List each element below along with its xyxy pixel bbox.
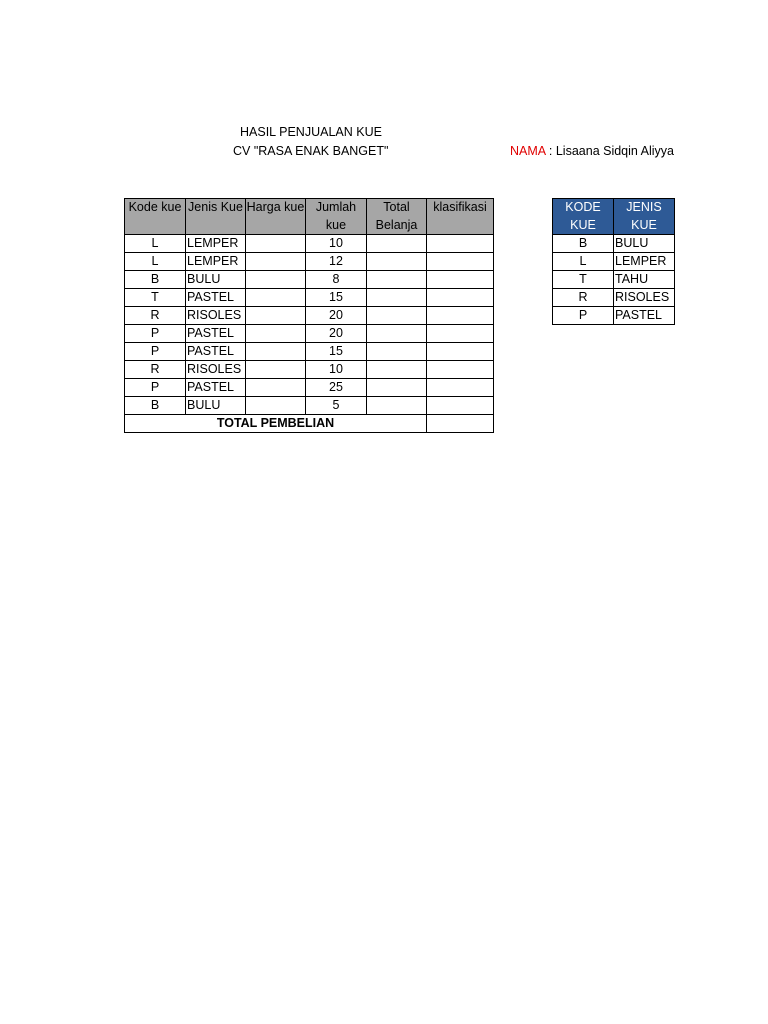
cell-jenis-kue[interactable]: RISOLES [186,361,246,379]
cell-jenis-kue[interactable]: PASTEL [186,343,246,361]
cell-harga-kue[interactable] [246,253,306,271]
cell-kode-kue[interactable]: B [125,397,186,415]
cell-total-belanja[interactable] [367,307,427,325]
cell-total-belanja[interactable] [367,343,427,361]
cell-jumlah-kue[interactable]: 10 [306,361,367,379]
cell-jumlah-kue[interactable]: 12 [306,253,367,271]
header-jumlah-kue[interactable]: Jumlah kue [306,199,367,235]
ref-cell-kode-kue[interactable]: R [553,289,614,307]
cell-kode-kue[interactable]: P [125,325,186,343]
total-row [125,415,494,433]
table-row [125,307,494,325]
cell-klasifikasi[interactable] [427,325,494,343]
cell-jenis-kue[interactable]: LEMPER [186,253,246,271]
table-row [125,397,494,415]
cell-total-belanja[interactable] [367,379,427,397]
table-row [125,343,494,361]
cell-harga-kue[interactable] [246,361,306,379]
table-row [553,253,675,271]
name-separator: : [545,144,556,158]
cell-jumlah-kue[interactable]: 8 [306,271,367,289]
company-name: CV "RASA ENAK BANGET" [233,144,389,158]
ref-cell-jenis-kue[interactable]: TAHU [614,271,675,289]
header-klasifikasi[interactable]: klasifikasi [427,199,494,235]
table-row [553,235,675,253]
cell-harga-kue[interactable] [246,289,306,307]
cell-total-belanja[interactable] [367,361,427,379]
cell-jumlah-kue[interactable]: 25 [306,379,367,397]
cell-total-belanja[interactable] [367,289,427,307]
ref-cell-jenis-kue[interactable]: BULU [614,235,675,253]
cell-harga-kue[interactable] [246,271,306,289]
cell-klasifikasi[interactable] [427,397,494,415]
cell-klasifikasi[interactable] [427,361,494,379]
header-harga-kue[interactable]: Harga kue [246,199,306,235]
table-row [125,325,494,343]
ref-header-kode-kue[interactable]: KODE KUE [553,199,614,235]
sales-table-header [125,199,494,235]
header-jenis-kue[interactable]: Jenis Kue [186,199,246,235]
total-pembelian-value[interactable] [427,415,494,433]
cell-kode-kue[interactable]: P [125,343,186,361]
cell-jenis-kue[interactable]: PASTEL [186,379,246,397]
ref-cell-jenis-kue[interactable]: PASTEL [614,307,675,325]
cell-klasifikasi[interactable] [427,271,494,289]
cell-kode-kue[interactable]: T [125,289,186,307]
reference-table [552,198,675,325]
reference-table-header [553,199,675,235]
ref-cell-kode-kue[interactable]: P [553,307,614,325]
cell-total-belanja[interactable] [367,253,427,271]
total-pembelian-label[interactable]: TOTAL PEMBELIAN [125,415,427,433]
cell-klasifikasi[interactable] [427,307,494,325]
table-row [553,289,675,307]
cell-jumlah-kue[interactable]: 10 [306,235,367,253]
cell-jenis-kue[interactable]: PASTEL [186,325,246,343]
cell-jumlah-kue[interactable]: 5 [306,397,367,415]
cell-kode-kue[interactable]: L [125,235,186,253]
student-name [510,144,674,158]
table-row [125,361,494,379]
cell-total-belanja[interactable] [367,325,427,343]
cell-kode-kue[interactable]: P [125,379,186,397]
ref-cell-kode-kue[interactable]: L [553,253,614,271]
sales-table [124,198,494,433]
cell-kode-kue[interactable]: B [125,271,186,289]
table-row [125,379,494,397]
cell-klasifikasi[interactable] [427,289,494,307]
cell-total-belanja[interactable] [367,235,427,253]
cell-harga-kue[interactable] [246,235,306,253]
cell-harga-kue[interactable] [246,343,306,361]
table-row [553,271,675,289]
table-row [553,307,675,325]
cell-jumlah-kue[interactable]: 20 [306,325,367,343]
cell-total-belanja[interactable] [367,271,427,289]
cell-harga-kue[interactable] [246,379,306,397]
cell-harga-kue[interactable] [246,397,306,415]
cell-klasifikasi[interactable] [427,343,494,361]
cell-jumlah-kue[interactable]: 20 [306,307,367,325]
name-label: NAMA [510,144,546,158]
name-value: Lisaana Sidqin Aliyya [555,144,674,158]
cell-jenis-kue[interactable]: RISOLES [186,307,246,325]
ref-cell-kode-kue[interactable]: B [553,235,614,253]
cell-klasifikasi[interactable] [427,235,494,253]
ref-cell-kode-kue[interactable]: T [553,271,614,289]
ref-cell-jenis-kue[interactable]: RISOLES [614,289,675,307]
cell-jenis-kue[interactable]: PASTEL [186,289,246,307]
cell-harga-kue[interactable] [246,307,306,325]
header-kode-kue[interactable]: Kode kue [125,199,186,235]
report-title: HASIL PENJUALAN KUE [240,125,382,139]
cell-jumlah-kue[interactable]: 15 [306,289,367,307]
cell-kode-kue[interactable]: R [125,361,186,379]
cell-kode-kue[interactable]: R [125,307,186,325]
cell-klasifikasi[interactable] [427,253,494,271]
table-row [125,235,494,253]
cell-kode-kue[interactable]: L [125,253,186,271]
table-row [125,253,494,271]
ref-cell-jenis-kue[interactable]: LEMPER [614,253,675,271]
cell-jenis-kue[interactable]: BULU [186,271,246,289]
cell-jenis-kue[interactable]: LEMPER [186,235,246,253]
table-row [125,271,494,289]
ref-header-jenis-kue[interactable]: JENIS KUE [614,199,675,235]
cell-total-belanja[interactable] [367,397,427,415]
cell-harga-kue[interactable] [246,325,306,343]
header-total-belanja[interactable]: Total Belanja [367,199,427,235]
table-row [125,289,494,307]
cell-jumlah-kue[interactable]: 15 [306,343,367,361]
cell-klasifikasi[interactable] [427,379,494,397]
cell-jenis-kue[interactable]: BULU [186,397,246,415]
